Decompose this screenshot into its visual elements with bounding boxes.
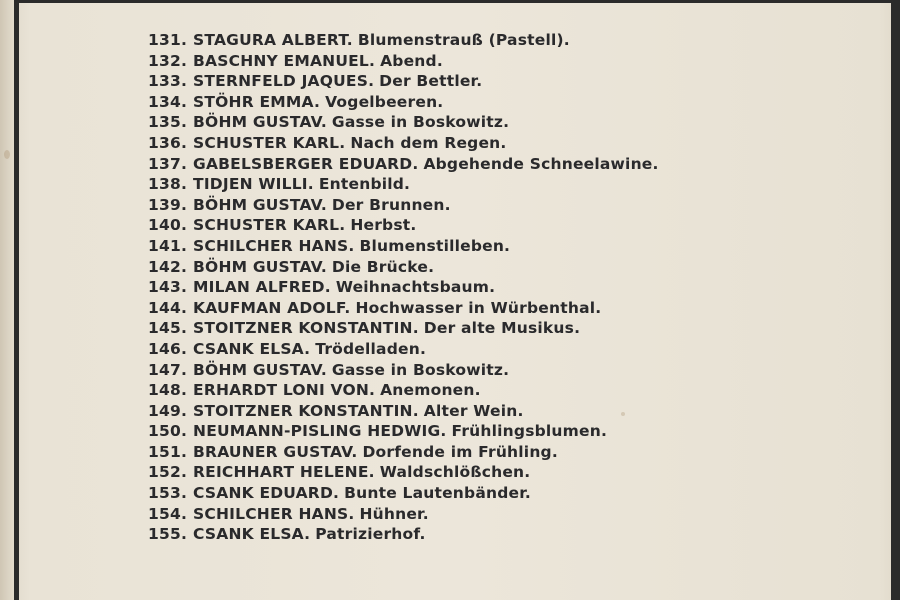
entry-title: Anemonen. xyxy=(380,381,481,400)
entry-artist: CSANK EDUARD. xyxy=(193,484,340,503)
entry-number: 138. xyxy=(148,175,188,194)
catalog-entry xyxy=(148,318,659,339)
catalog-entry xyxy=(148,215,659,236)
entry-artist: STOITZNER KONSTANTIN. xyxy=(193,401,419,420)
catalog-entry xyxy=(148,154,659,175)
entry-artist: NEUMANN-PISLING HEDWIG. xyxy=(193,422,447,441)
entry-title: Trödelladen. xyxy=(315,339,427,358)
entry-title: Der Bettler. xyxy=(379,72,483,91)
entry-title: Gasse in Boskowitz. xyxy=(331,360,510,379)
entry-number: 134. xyxy=(148,92,188,111)
entry-artist: CSANK ELSA. xyxy=(193,339,311,358)
catalog-entry xyxy=(148,462,659,483)
catalog-entry xyxy=(148,277,659,298)
catalog-entry xyxy=(148,257,659,278)
paper-spot xyxy=(4,150,10,159)
entry-artist: BASCHNY EMANUEL. xyxy=(193,51,376,70)
catalog-entry xyxy=(148,51,659,72)
entry-title: Hochwasser in Würbenthal. xyxy=(355,298,602,317)
entry-artist: BÖHM GUSTAV. xyxy=(193,113,327,132)
entry-number: 142. xyxy=(148,257,188,276)
catalog-entry xyxy=(148,380,659,401)
catalog-entry xyxy=(148,339,659,360)
entry-title: Bunte Lautenbänder. xyxy=(344,484,531,503)
entry-title: Waldschlößchen. xyxy=(379,463,531,482)
entry-number: 147. xyxy=(148,360,188,379)
entry-artist: BÖHM GUSTAV. xyxy=(193,257,327,276)
entry-number: 141. xyxy=(148,236,188,255)
catalog-entry xyxy=(148,360,659,381)
entry-title: Patrizierhof. xyxy=(315,525,426,544)
entry-artist: SCHUSTER KARL. xyxy=(193,133,346,152)
entry-number: 139. xyxy=(148,195,188,214)
left-border-rule xyxy=(14,0,19,600)
top-border-rule xyxy=(14,0,900,3)
entry-artist: BRAUNER GUSTAV. xyxy=(193,442,358,461)
entry-number: 143. xyxy=(148,278,188,297)
entry-number: 149. xyxy=(148,401,188,420)
catalog-entry xyxy=(148,524,659,545)
entry-number: 140. xyxy=(148,216,188,235)
entry-title: Blumenstilleben. xyxy=(359,236,511,255)
entry-number: 133. xyxy=(148,72,188,91)
right-border-rule xyxy=(891,0,900,600)
catalog-entry xyxy=(148,92,659,113)
entry-number: 148. xyxy=(148,381,188,400)
catalog-entry xyxy=(148,504,659,525)
entry-title: Blumenstrauß (Pastell). xyxy=(357,31,570,49)
entry-number: 152. xyxy=(148,463,188,482)
entry-artist: SCHUSTER KARL. xyxy=(193,216,346,235)
entry-title: Weihnachtsbaum. xyxy=(335,278,496,297)
entry-title: Herbst. xyxy=(350,216,417,235)
catalog-entry xyxy=(148,174,659,195)
entry-artist: CSANK ELSA. xyxy=(193,525,311,544)
catalog-entry xyxy=(148,112,659,133)
entry-title: Abgehende Schneelawine. xyxy=(423,154,659,173)
entry-title: Hühner. xyxy=(359,504,429,523)
entry-title: Alter Wein. xyxy=(423,401,524,420)
entry-title: Abend. xyxy=(380,51,443,70)
catalog-entry xyxy=(148,421,659,442)
catalog-entry xyxy=(148,442,659,463)
entry-title: Der alte Musikus. xyxy=(423,319,581,338)
catalog-entry xyxy=(148,30,659,51)
catalog-entry xyxy=(148,401,659,422)
entry-number: 153. xyxy=(148,484,188,503)
entry-number: 136. xyxy=(148,133,188,152)
entry-artist: GABELSBERGER EDUARD. xyxy=(193,154,419,173)
entry-artist: MILAN ALFRED. xyxy=(193,278,331,297)
catalog-entry xyxy=(148,236,659,257)
catalog-entry xyxy=(148,71,659,92)
entry-title: Vogelbeeren. xyxy=(325,92,444,111)
entry-number: 145. xyxy=(148,319,188,338)
entry-artist: REICHHART HELENE. xyxy=(193,463,375,482)
entry-artist: STERNFELD JAQUES. xyxy=(193,72,375,91)
entry-number: 154. xyxy=(148,504,188,523)
entry-artist: BÖHM GUSTAV. xyxy=(193,360,327,379)
catalog-list xyxy=(148,30,659,545)
entry-number: 146. xyxy=(148,339,188,358)
entry-number: 144. xyxy=(148,298,188,317)
entry-title: Entenbild. xyxy=(318,175,411,194)
entry-number: 150. xyxy=(148,422,188,441)
page-spine xyxy=(0,0,14,600)
entry-number: 131. xyxy=(148,31,188,49)
entry-artist: BÖHM GUSTAV. xyxy=(193,195,327,214)
entry-number: 135. xyxy=(148,113,188,132)
entry-title: Der Brunnen. xyxy=(331,195,451,214)
entry-artist: SCHILCHER HANS. xyxy=(193,504,355,523)
entry-artist: STÖHR EMMA. xyxy=(193,92,321,111)
entry-artist: TIDJEN WILLI. xyxy=(193,175,314,194)
entry-number: 151. xyxy=(148,442,188,461)
catalog-entry xyxy=(148,298,659,319)
entry-number: 155. xyxy=(148,525,188,544)
entry-artist: SCHILCHER HANS. xyxy=(193,236,355,255)
catalog-entry xyxy=(148,483,659,504)
entry-artist: KAUFMAN ADOLF. xyxy=(193,298,351,317)
entry-artist: STOITZNER KONSTANTIN. xyxy=(193,319,419,338)
entry-title: Gasse in Boskowitz. xyxy=(331,113,510,132)
entry-number: 137. xyxy=(148,154,188,173)
entry-title: Nach dem Regen. xyxy=(350,133,507,152)
entry-title: Dorfende im Frühling. xyxy=(362,442,558,461)
entry-title: Die Brücke. xyxy=(331,257,435,276)
entry-number: 132. xyxy=(148,51,188,70)
entry-artist: ERHARDT LONI VON. xyxy=(193,381,376,400)
catalog-entry xyxy=(148,133,659,154)
catalog-entry xyxy=(148,195,659,216)
entry-title: Frühlingsblumen. xyxy=(451,422,608,441)
entry-artist: STAGURA ALBERT. xyxy=(193,31,353,49)
